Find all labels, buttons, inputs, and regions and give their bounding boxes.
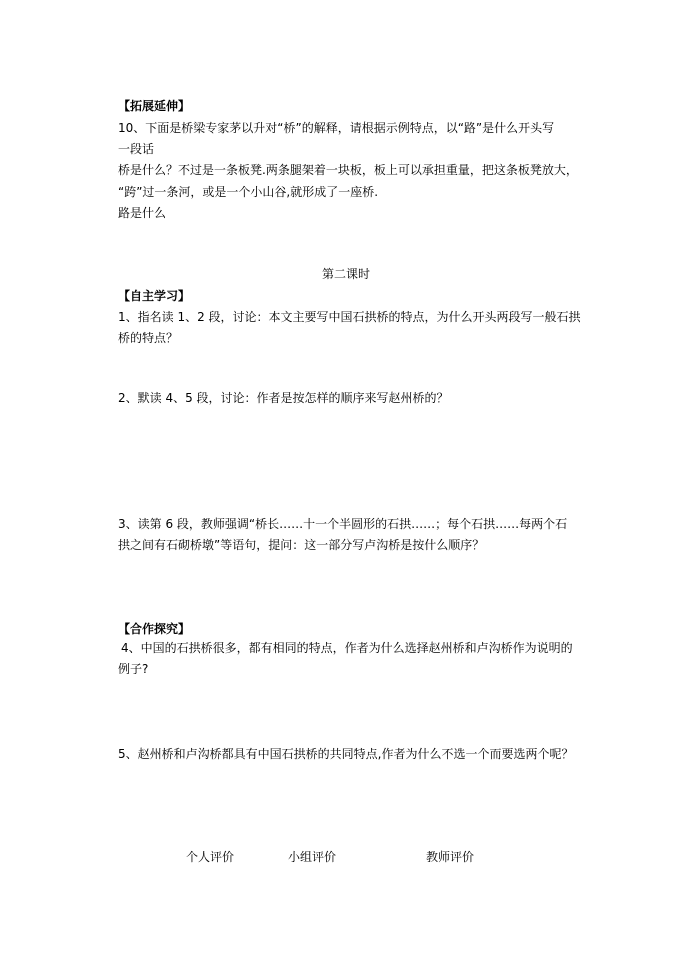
teacher-evaluation-label: 教师评价 (426, 850, 475, 864)
heading-self-study: 【自主学习】 (118, 289, 191, 303)
lesson-2-title: 第二课时 (321, 267, 370, 281)
question-4-line-1: 4、中国的石拱桥很多，都有相同的特点，作者为什么选择赵州桥和卢沟桥作为说明的 (121, 641, 573, 655)
question-3-line-2: 拱之间有石砌桥墩”等语句，提问：这一部分写卢沟桥是按什么顺序？ (118, 538, 485, 552)
question-1-line-1: 1、指名读 1、2 段，讨论：本文主要写中国石拱桥的特点，为什么开头两段写一般石拱 (118, 310, 581, 324)
group-evaluation-label: 小组评价 (288, 850, 337, 864)
question-5: 5、赵州桥和卢沟桥都具有中国石拱桥的共同特点,作者为什么不选一个而要选两个呢？ (118, 747, 574, 761)
personal-evaluation-label: 个人评价 (186, 850, 235, 864)
heading-extension: 【拓展延伸】 (118, 99, 191, 113)
question-2: 2、默读 4、5 段，讨论：作者是按怎样的顺序来写赵州桥的？ (118, 391, 449, 405)
example-line-2: “跨”过一条河，或是一个小山谷,就形成了一座桥. (118, 185, 379, 199)
question-4-line-2: 例子? (118, 662, 149, 676)
heading-cooperative-inquiry: 【合作探究】 (118, 622, 191, 636)
question-10-line-1: 10、下面是桥梁专家茅以升对“桥”的解释，请根据示例特点，以“路”是什么开头写 (118, 121, 555, 135)
example-line-1: 桥是什么？不过是一条板凳.两条腿架着一块板，板上可以承担重量，把这条板凳放大， (118, 163, 578, 177)
road-prompt: 路是什么 (118, 206, 167, 220)
question-10-line-2: 一段话 (118, 142, 155, 156)
question-3-line-1: 3、读第 6 段，教师强调“桥长……十一个半圆形的石拱……；每个石拱……每两个石 (118, 517, 568, 531)
question-1-line-2: 桥的特点？ (118, 331, 179, 345)
